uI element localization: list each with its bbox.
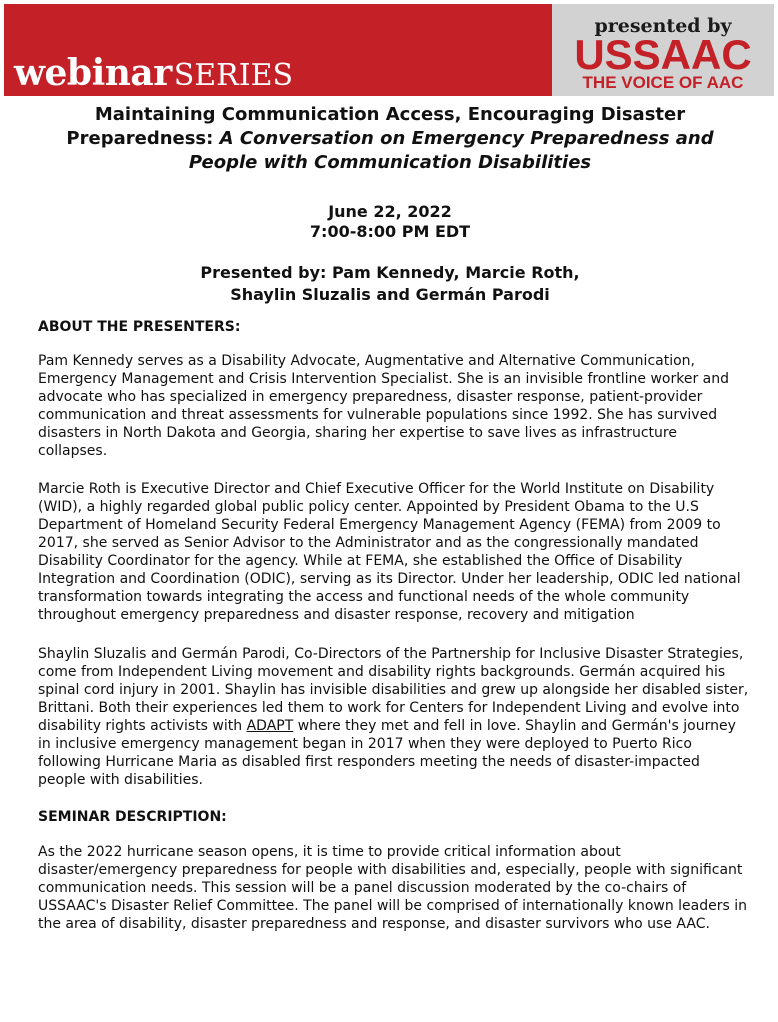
about-presenters-heading: ABOUT THE PRESENTERS: — [38, 319, 241, 335]
presenters-line — [40, 262, 740, 306]
logo-org-name: USSAAC — [574, 31, 752, 78]
bio-shaylin-german — [38, 645, 750, 789]
event-datetime — [40, 202, 740, 242]
bio-pam-kennedy: Pam Kennedy serves as a Disability Advocate, Augmentative and Alternative Communication, Emergency Management and Crisis Intervention Specialist. She is an invisible frontline worker and advocate who has specialized in emergency preparedness, disaster response, patient-provider communication and threat assessments for vulnerable populations since 1992. She has survived disasters in North Dakota and Georgia, sharing her expertise to save lives as infrastructure collapses. — [38, 353, 730, 459]
event-date: June 22, 2022 — [328, 202, 452, 221]
logo-presented-by: presented by — [594, 15, 732, 37]
presenters-line-1: Presented by: Pam Kennedy, Marcie Roth, — [200, 263, 580, 282]
event-time: 7:00-8:00 PM EDT — [309, 222, 471, 241]
bio-marcie-roth: Marcie Roth is Executive Director and Chief Executive Officer for the World Institute on Disability (WID), a highly regarded global public policy center. Appointed by President Obama to the U.S Department of Homeland Security Federal Emergency Management Agency (FEMA) from 2009 to 2017, she served as Senior Advisor to the Administrator and as the congressionally mandated Disability Coordinator for the agency. While at FEMA, she established the Office of Disability Integration and Coordination (ODIC), serving as its Director. Under her leadership, ODIC led national transformation towards integrating the access and functional needs of the whole community throughout emergency preparedness and disaster response, recovery and mitigation — [38, 481, 741, 623]
logo-tagline: THE VOICE OF AAC — [582, 73, 744, 92]
event-title — [40, 103, 740, 175]
ussaac-logo — [552, 4, 774, 96]
adapt-link[interactable]: ADAPT — [246, 718, 294, 734]
series-title — [14, 52, 293, 94]
series-word: webinar — [14, 52, 172, 94]
seminar-description: As the 2022 hurricane season opens, it is time to provide critical information about disaster/emergency preparedness for people with disabilities and, especially, people with significant communication needs. This session will be a panel discussion moderated by the co-chairs of USSAAC's Disaster Relief Committee. The panel will be comprised of internationally known leaders in the area of disability, disaster preparedness and response, and disaster survivors who use AAC. — [38, 844, 748, 932]
about-label-block — [38, 318, 750, 336]
event-title-subtitle: A Conversation on Emergency Preparedness and People with Communication Disabilities — [188, 128, 714, 173]
series-label: SERIES — [173, 58, 294, 93]
bio-shaylin-text-1: Shaylin Sluzalis and Germán Parodi, Co-Directors of the Partnership for Inclusive Disaster Strategies, come from Independent Living movement and disability rights backgrounds. Germán acquired his spinal cord injury in 2001. Shaylin has invisible disabilities and grew up alongside her disabled sister, Brittani. Both their experiences led them to work for Centers for Independent Living and evolve into disability rights activists with — [38, 646, 749, 734]
series-panel — [4, 4, 552, 96]
webinar-banner — [4, 4, 774, 96]
presenters-line-2: Shaylin Sluzalis and Germán Parodi — [230, 285, 550, 304]
seminar-description-heading: SEMINAR DESCRIPTION: — [38, 809, 227, 825]
seminar-label-block — [38, 808, 750, 826]
event-title-main: Maintaining Communication Access, Encouraging Disaster Preparedness: — [66, 104, 686, 149]
bio-shaylin-text-2: where they met and fell in love. Shaylin and Germán's journey in inclusive emergency management began in 2017 when they were deployed to Puerto Rico following Hurricane Maria as disabled first responders meeting the needs of disaster-impacted people with disabilities. — [38, 718, 736, 788]
